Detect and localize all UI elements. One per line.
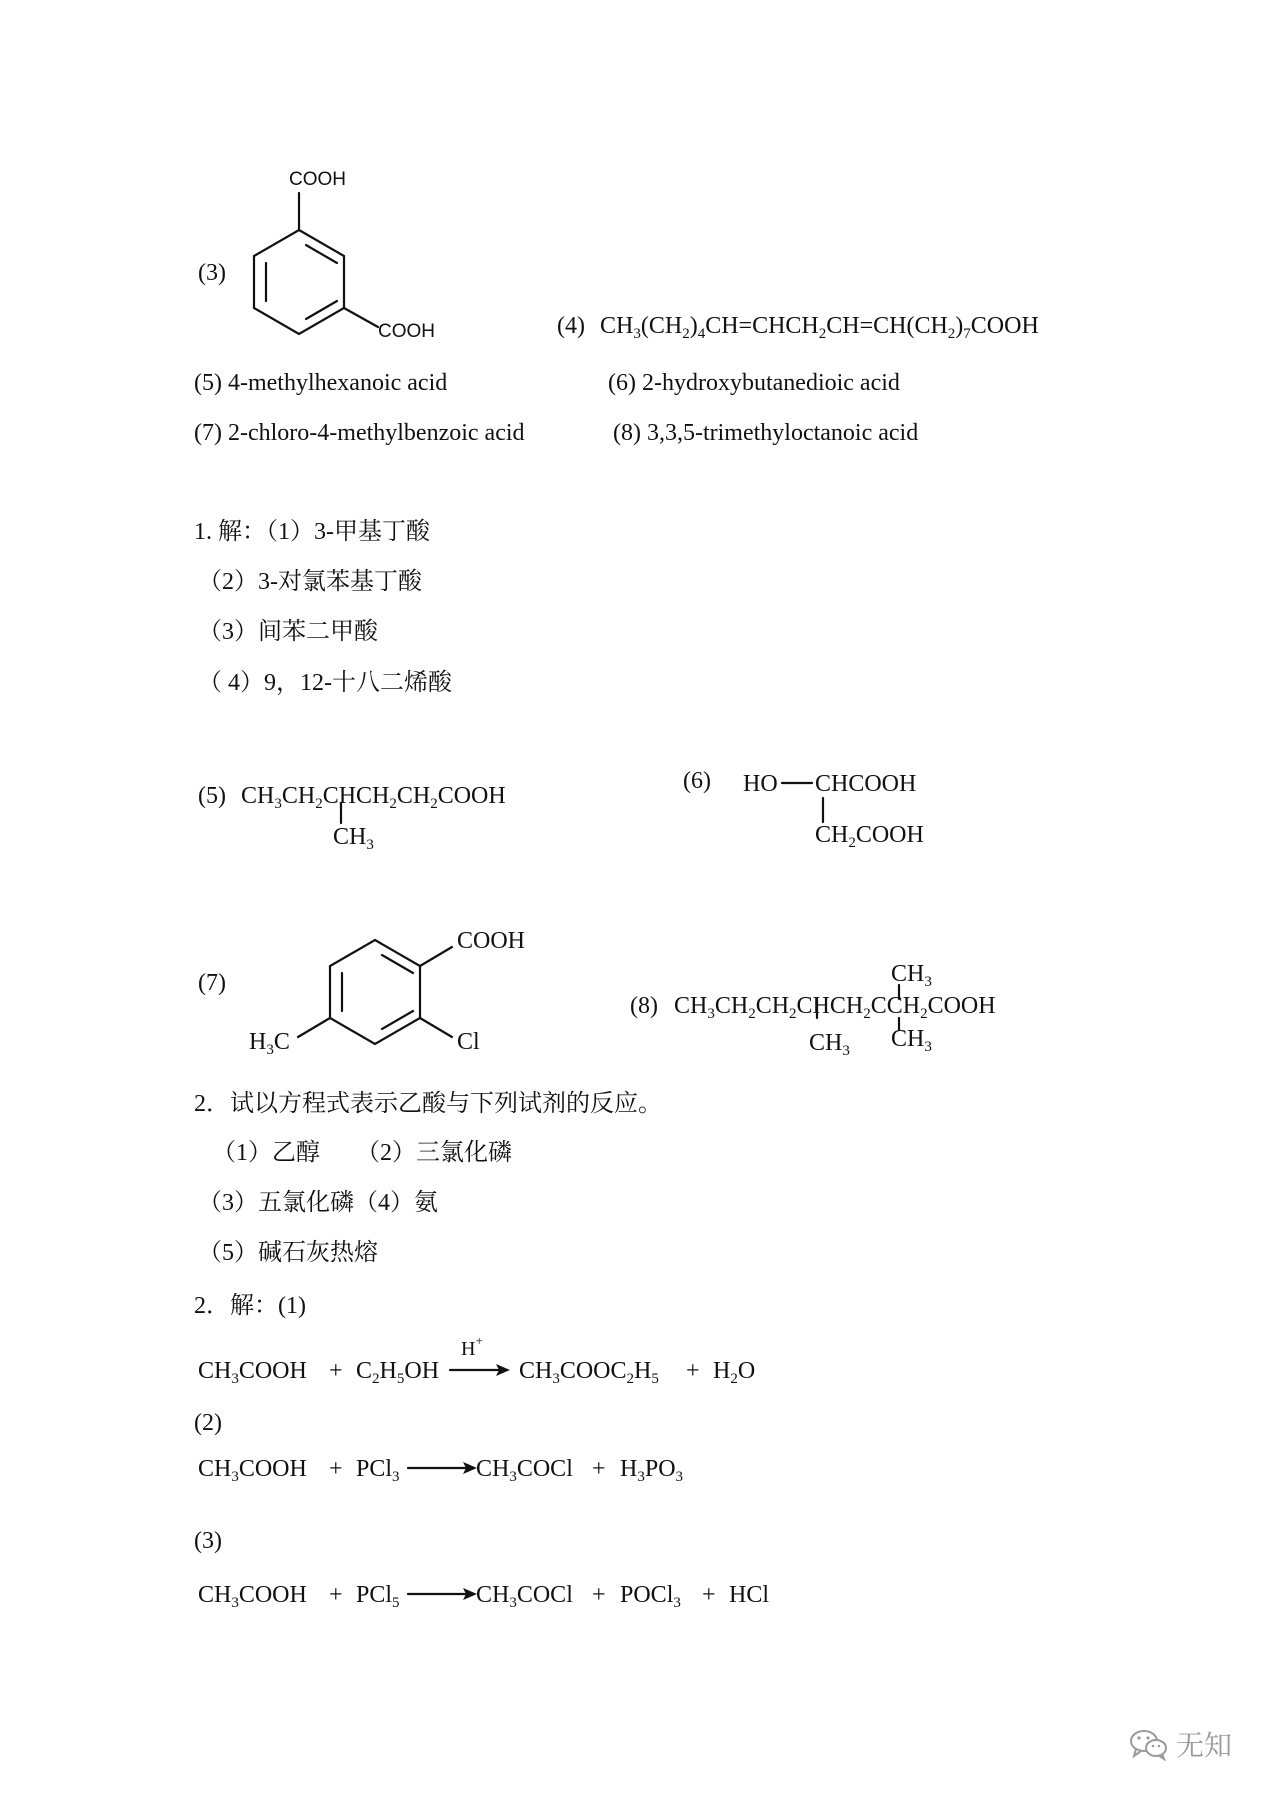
answer-7-cl: Cl [457, 1029, 480, 1055]
reaction-2-plus-2: + [592, 1456, 606, 1482]
reaction-2-product-2: $H_3PO_3$ [620, 1456, 684, 1485]
item-7-name: (7) 2-chloro-4-methylbenzoic acid [194, 420, 525, 446]
reaction-3-label: (3) [194, 1528, 222, 1554]
answer-7-h3c: $H_3C$ [249, 1029, 290, 1058]
answer-6-ho: HO [743, 771, 778, 797]
reaction-2-reactant-1: $CH_3COOH$ [198, 1456, 307, 1485]
answer-1-line-1: 1. 解：（1）3-甲基丁酸 [194, 519, 430, 545]
item-5-name: (5) 4-methylhexanoic acid [194, 370, 448, 396]
item-4-label: (4) [557, 313, 585, 339]
answer-5-branch: $CH_3$ [333, 824, 374, 853]
reaction-1-product-2: $H_2O$ [713, 1358, 756, 1387]
answer-2-head: 2．解：(1) [194, 1293, 306, 1319]
answer-8-top-methyl: $CH_3$ [891, 961, 932, 990]
question-2-title: 2．试以方程式表示乙酸与下列试剂的反应。 [194, 1091, 662, 1117]
answer-8-bottom-methyl-1: $CH_3$ [809, 1030, 850, 1059]
watermark-text: 无知 [1176, 1729, 1233, 1762]
item-4-formula: $CH_3(CH_2)_4CH=CHCH_2CH=CH(CH_2)_7COOH$ [600, 313, 1039, 342]
answer-7-cooh: COOH [457, 928, 526, 954]
reaction-1-plus: + [329, 1358, 343, 1384]
answer-6-label: (6) [683, 768, 711, 794]
reaction-3-plus: + [329, 1582, 343, 1608]
reaction-3-product-3: HCl [729, 1582, 770, 1608]
item-3-cooh-bottom: COOH [378, 321, 435, 342]
reaction-2-reactant-2: PCl$_3$ [356, 1456, 400, 1485]
question-2-line-2: （3）五氯化磷（4）氨 [198, 1190, 438, 1216]
reaction-3-plus-2: + [592, 1582, 606, 1608]
isophthalic-ring [254, 230, 344, 334]
answer-1-line-3: （3）间苯二甲酸 [198, 619, 378, 645]
answer-6-top: CHCOOH [815, 771, 917, 797]
answer-8-bottom-methyl-2: $CH_3$ [891, 1026, 932, 1055]
question-2-line-3: （5）碱石灰热熔 [198, 1240, 378, 1266]
item-3-cooh-top: COOH [289, 169, 346, 190]
answer-5-label: (5) [198, 783, 226, 809]
reaction-1-product-1: $CH_3COOC_2H_5$ [519, 1358, 659, 1387]
reaction-1-reactant-1: $CH_3COOH$ [198, 1358, 307, 1387]
answer-8-label: (8) [630, 993, 658, 1019]
answer-1-line-2: （2）3-对氯苯基丁酸 [198, 569, 422, 595]
answer-7-label: (7) [198, 970, 226, 996]
reaction-1-reactant-2: $C_2H_5OH$ [356, 1358, 440, 1387]
reaction-1-catalyst: H+ [461, 1333, 483, 1360]
reaction-3-reactant-2: PCl$_5$ [356, 1582, 400, 1611]
reaction-3-plus-3: + [702, 1582, 716, 1608]
answer-5-main: $CH_3CH_2CHCH_2CH_2COOH$ [241, 783, 506, 812]
reaction-2-plus: + [329, 1456, 343, 1482]
reaction-2-product-1: $CH_3COCl$ [476, 1456, 573, 1485]
item-8-name: (8) 3,3,5-trimethyloctanoic acid [613, 420, 919, 446]
answer-1-line-4: （ 4）9，12-十八二烯酸 [198, 670, 452, 696]
item-3-label: (3) [198, 260, 226, 286]
watermark [1128, 1724, 1232, 1764]
answer-6-bottom: $CH_2COOH$ [815, 822, 924, 851]
reaction-3-product-1: $CH_3COCl$ [476, 1582, 573, 1611]
item-6-name: (6) 2-hydroxybutanedioic acid [608, 370, 900, 396]
reaction-1-plus-2: + [686, 1358, 700, 1384]
reaction-3-product-2: POCl$_3$ [620, 1582, 681, 1611]
reaction-2-label: (2) [194, 1410, 222, 1436]
chlorotoluic-ring [330, 940, 420, 1044]
reaction-3-reactant-1: $CH_3COOH$ [198, 1582, 307, 1611]
answer-8-main: $CH_3CH_2CH_2CHCH_2CCH_2COOH$ [674, 993, 996, 1022]
question-2-line-1: （1）乙醇 （2）三氯化磷 [212, 1140, 512, 1166]
wechat-icon [1128, 1727, 1170, 1761]
